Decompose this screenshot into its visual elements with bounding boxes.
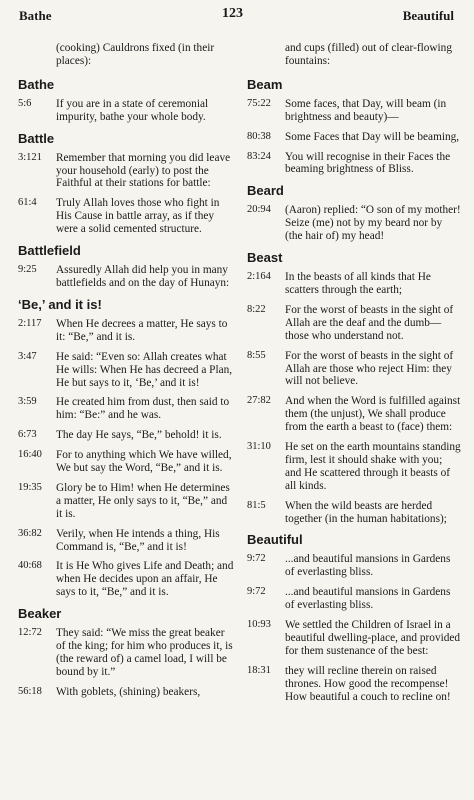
- verse-entry: [16, 627, 234, 679]
- verse-entry: [245, 586, 461, 612]
- verse-entry: [245, 395, 461, 434]
- running-head-left: Bathe: [19, 8, 52, 23]
- verse-entry: [16, 351, 234, 390]
- entry-heading: ‘Be,’ and it is!: [18, 296, 102, 312]
- verse-entry: [16, 429, 234, 442]
- verse-entry: [245, 665, 461, 704]
- entry-heading: Beaker: [18, 606, 62, 622]
- verse-entry: [16, 396, 234, 422]
- verse-reference: 31:10: [247, 441, 271, 453]
- verse-reference: 9:72: [247, 553, 266, 565]
- verse-entry: [245, 350, 461, 389]
- verse-reference: 2:117: [18, 317, 42, 329]
- verse-entry: [16, 686, 234, 699]
- entry-heading: Beard: [247, 183, 284, 199]
- verse-reference: 19:35: [18, 481, 42, 493]
- verse-entry: [245, 271, 461, 297]
- verse-text: ...and beautiful mansions in Gardens of everlasting bliss.: [285, 586, 451, 612]
- entry-heading: Beautiful: [247, 532, 303, 548]
- verse-text: When He decrees a matter, He says to it: “Be,” and it is.: [56, 317, 228, 343]
- right-column: [245, 42, 461, 711]
- verse-text: Assuredly Allah did help you in many battlefields and on the day of Hunayn:: [56, 264, 230, 289]
- verse-entry: [245, 500, 461, 526]
- verse-reference: 8:55: [247, 349, 266, 361]
- verse-text: He created him from dust, then said to him: “Be:” and he was.: [56, 396, 230, 422]
- verse-reference: 81:5: [247, 499, 266, 511]
- verse-entry: [245, 619, 461, 658]
- verse-text: With goblets, (shining) beakers,: [56, 685, 201, 698]
- verse-reference: 6:73: [18, 429, 37, 441]
- continuation-text: and cups (filled) out of clear-flowing fountains:: [285, 42, 452, 67]
- verse-text: Glory be to Him! when He determines a matter, He only says to it, “Be,” and it is.: [56, 481, 230, 520]
- verse-entry: [245, 441, 461, 493]
- verse-text: For the worst of beasts in the sight of Allah are the deaf and the dumb—those who understand not.: [285, 303, 454, 342]
- verse-reference: 9:25: [18, 264, 37, 276]
- verse-reference: 80:38: [247, 130, 271, 142]
- verse-entry: [245, 131, 461, 144]
- verse-reference: 40:68: [18, 560, 42, 572]
- verse-text: ...and beautiful mansions in Gardens of everlasting bliss.: [285, 553, 451, 579]
- verse-reference: 27:82: [247, 395, 271, 407]
- verse-entry: [16, 197, 234, 236]
- verse-reference: 83:24: [247, 150, 271, 162]
- verse-text: (Aaron) replied: “O son of my mother! Seize (me) not by my beard nor by (the hair of) my head!: [285, 204, 461, 243]
- running-head-right: Beautiful: [402, 8, 454, 23]
- entry-heading: Beam: [247, 76, 283, 92]
- verse-entry: [245, 304, 461, 343]
- verse-reference: 9:72: [247, 586, 266, 598]
- verse-text: Some faces, that Day, will beam (in brightness and beauty)—: [285, 97, 447, 123]
- verse-entry: [16, 152, 234, 191]
- entry-heading: Battlefield: [18, 243, 81, 259]
- verse-reference: 16:40: [18, 449, 42, 461]
- verse-reference: 3:47: [18, 350, 37, 362]
- verse-text: We settled the Children of Israel in a beautiful dwelling-place, and provided for them sustenance of the best:: [285, 619, 461, 657]
- verse-text: If you are in a state of ceremonial impurity, bathe your whole body.: [56, 97, 209, 123]
- verse-reference: 20:94: [247, 204, 271, 216]
- verse-text: And when the Word is fulfilled against them (the unjust), We shall produce from the earth a beast to (face) them:: [285, 395, 461, 434]
- verse-text: You will recognise in their Faces the beaming brightness of Bliss.: [285, 150, 451, 176]
- verse-reference: 12:72: [18, 627, 42, 639]
- verse-entry: [245, 553, 461, 579]
- entry-heading: Battle: [18, 130, 55, 146]
- page-number: 123: [222, 6, 243, 21]
- verse-entry: [16, 482, 234, 521]
- verse-entry: [245, 204, 461, 243]
- verse-text: Verily, when He intends a thing, His Command is, “Be,” and it is!: [56, 527, 220, 553]
- verse-reference: 75:22: [247, 97, 271, 109]
- entry-heading: Beast: [247, 250, 283, 266]
- verse-text: He set on the earth mountains standing firm, lest it should shake with you; and He scattered through it beasts of all kinds.: [285, 441, 461, 492]
- verse-reference: 36:82: [18, 527, 42, 539]
- verse-reference: 10:93: [247, 619, 271, 631]
- verse-text: They said: “We miss the great beaker of the king; for him who produces it, is (the reward of) a camel load, I will be bound by it.”: [56, 627, 233, 678]
- entry-heading: Bathe: [18, 76, 55, 92]
- verse-text: He said: “Even so: Allah creates what He wills: When He has decreed a Plan, He but says to it, ‘Be,’ and it is!: [56, 350, 233, 389]
- verse-text: For the worst of beasts in the sight of Allah are those who reject Him: they will not believe.: [285, 349, 454, 388]
- verse-reference: 18:31: [247, 664, 271, 676]
- verse-reference: 3:59: [18, 396, 37, 408]
- verse-reference: 61:4: [18, 197, 37, 209]
- verse-entry: [16, 449, 234, 475]
- continuation-text: (cooking) Cauldrons fixed (in their places):: [56, 42, 215, 67]
- verse-entry: [16, 264, 234, 290]
- verse-text: Truly Allah loves those who fight in His Cause in battle array, as if they were a solid cemented structure.: [56, 197, 220, 236]
- verse-reference: 5:6: [18, 97, 32, 109]
- verse-text: In the beasts of all kinds that He scatters through the earth;: [285, 271, 431, 296]
- verse-entry: [16, 528, 234, 554]
- verse-entry: [16, 560, 234, 599]
- verse-text: Remember that morning you did leave your household (early) to post the Faithful at their stations for battle:: [56, 151, 231, 190]
- verse-reference: 8:22: [247, 303, 266, 315]
- verse-entry: [16, 98, 234, 124]
- verse-reference: 56:18: [18, 685, 42, 697]
- verse-text: It is He Who gives Life and Death; and when He decides upon an affair, He says to it, “Be,” and it is.: [56, 560, 234, 599]
- verse-reference: 3:121: [18, 151, 42, 163]
- verse-entry: [16, 318, 234, 344]
- verse-text: When the wild beasts are herded together (in the human habitations);: [285, 499, 447, 525]
- verse-entry: [245, 98, 461, 124]
- verse-text: For to anything which We have willed, We but say the Word, “Be,” and it is.: [56, 449, 232, 475]
- left-column: [16, 42, 234, 706]
- verse-entry: [245, 151, 461, 177]
- verse-text: The day He says, “Be,” behold! it is.: [56, 429, 222, 442]
- verse-reference: 2:164: [247, 271, 271, 283]
- verse-text: they will recline therein on raised thrones. How good the recompense! How beautiful a couch to recline on!: [285, 664, 451, 703]
- verse-text: Some Faces that Day will be beaming,: [285, 130, 460, 143]
